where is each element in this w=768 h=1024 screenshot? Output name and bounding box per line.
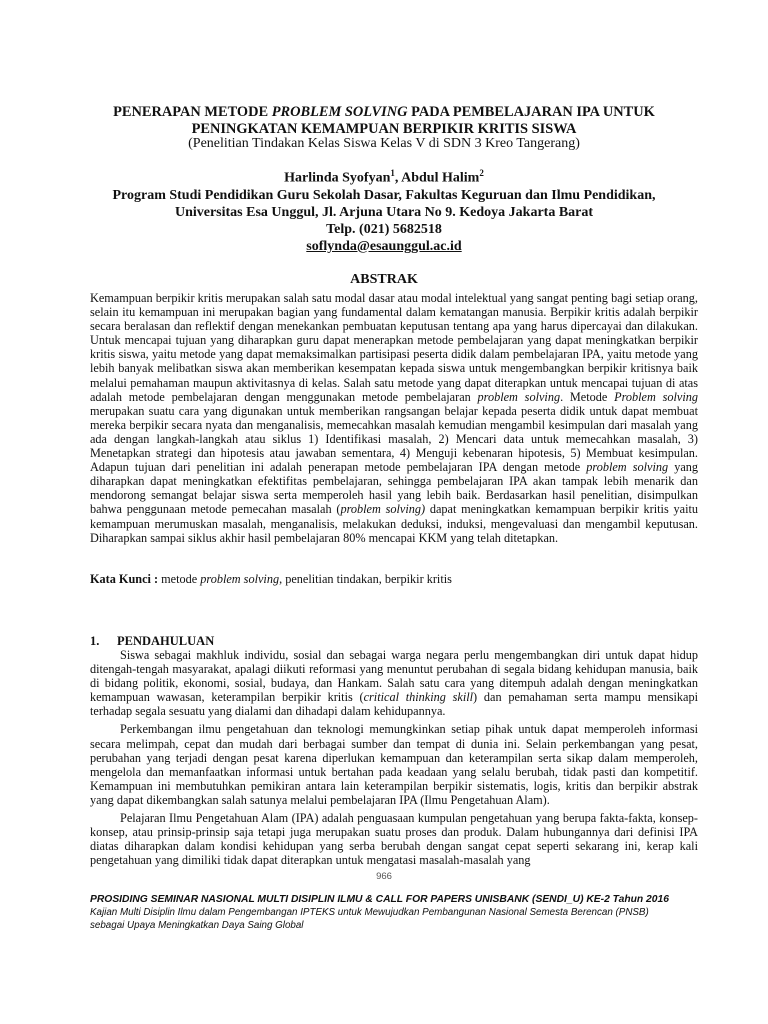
author-2: Abdul Halim bbox=[401, 170, 480, 186]
author-block bbox=[60, 165, 708, 255]
author-names bbox=[60, 165, 708, 187]
title-text: PENERAPAN METODE bbox=[113, 104, 272, 120]
affiliation-line-2: Universitas Esa Unggul, Jl. Arjuna Utara No 9. Kedoya Jakarta Barat bbox=[174, 204, 594, 220]
paper-title bbox=[60, 104, 708, 137]
abstract-body bbox=[90, 291, 698, 545]
paragraph-3: Pelajaran Ilmu Pengetahuan Alam (IPA) adalah penguasaan kumpulan pengetahuan yang berupa fakta-fakta, konsep-konsep, atau prinsip-prinsip saja tetapi juga merupakan suatu proses dan produk. Dalam hubungannya dari definisi IPA diatas diharapkan dalam kondisi kehidupan yang serba berubah dengan sangat cepat seperti sekarang ini, kerap kali pengetahuan yang dimiliki tidak dapat diterapkan untuk mengatasi masalah-masalah yang bbox=[90, 811, 698, 868]
title-italic: PROBLEM SOLVING bbox=[271, 104, 408, 120]
paper-subtitle: (Penelitian Tindakan Kelas Siswa Kelas V di SDN 3 Kreo Tangerang) bbox=[188, 136, 580, 151]
abstract-text: merupakan suatu cara yang digunakan untuk memberikan rangsangan belajar kepada peserta didik untuk dapat membuat mereka berpikir secara nyata dan menganalisis, memecahkan masalah kemudian mengambil kesimpulan dari masalah yang ada dengan langkah-langkah atau siklus 1) Identifikasi masalah, 2) Mencari data untuk memecahkan masalah, 3) Menetapkan strategi dan hipotesis atau jawaban sementara, 4) Menguji kebenaran hipotesis, 5) Membuat kesimpulan. Adapun tujuan dari penelitian ini adalah penerapan metode pembelajaran IPA dengan metode bbox=[90, 403, 698, 475]
paragraph-text: ) dan pemahaman serta mampu mensikapi terhadap segala sesuatu yang dialami dan dihadapi dalam kehidupannya. bbox=[90, 690, 698, 719]
phone: Telp. (021) 5682518 bbox=[326, 221, 442, 237]
keywords-text: , penelitian tindakan, berpikir kritis bbox=[279, 572, 452, 586]
author-separator: , bbox=[394, 170, 402, 186]
footer-line-2: Kajian Multi Disiplin Ilmu dalam Pengembangan IPTEKS untuk Mewujudkan Pembangunan Nasional Semesta Berencan (PNSB) bbox=[90, 907, 649, 918]
footer-line-3: sebagai Upaya Meningkatkan Daya Saing Global bbox=[90, 920, 304, 931]
author-1: Harlinda Syofyan bbox=[284, 170, 391, 186]
paragraph-2: Perkembangan ilmu pengetahuan dan teknologi memungkinkan setiap pihak untuk dapat memperoleh informasi secara melimpah, cepat dan mudah dari berbagai sumber dan tempat di dunia ini. Selain perkembangan yang pesat, perubahan yang terjadi dengan pesat karena diperlukan kemampuan dan keterampilan serta sikap dalam memperoleh, mengelola dan memanfaatkan informasi untuk bertahan pada keadaan yang selalu berubah, tidak pasti dan kompetitif. Kemampuan ini membutuhkan pemikiran antara lain keterampilan berpikir sistematis, logis, kritis dan berpikir abstrak yang dapat dikembangkan salah satunya melalui pembelajaran IPA (Ilmu Pengetahuan Alam). bbox=[90, 722, 698, 807]
keywords-label: Kata Kunci : bbox=[90, 572, 159, 586]
author-2-sup: 2 bbox=[479, 168, 484, 178]
keywords bbox=[90, 572, 698, 587]
section-number: 1. bbox=[90, 634, 100, 648]
abstract-italic: problem solving) bbox=[340, 502, 426, 517]
keywords-italic: problem solving bbox=[200, 572, 280, 586]
title-line-2: PENINGKATAN KEMAMPUAN BERPIKIR KRITIS SISWA bbox=[191, 120, 577, 137]
title-text: PADA PEMBELAJARAN IPA UNTUK bbox=[407, 104, 655, 120]
abstract-text: dapat meningkatkan kemampuan berpikir kritis yaitu kemampuan merumuskan masalah, menganalisis, melakukan deduksi, induksi, mengevaluasi dan mengambil keputusan. Diharapkan sampai siklus akhir hasil pembelajaran 80% mencapai KKM yang telah ditetapkan. bbox=[90, 502, 698, 545]
paragraph-italic: critical thinking skill bbox=[363, 690, 474, 705]
section-title: PENDAHULUAN bbox=[117, 634, 215, 648]
paragraph-text: Siswa sebagai makhluk individu, sosial dan sebagai warga negara perlu mengembangkan diri untuk dapat hidup ditengah-tengah masyarakat, apalagi diikuti reformasi yang menuntut perubahan di segala bidang kehidupan manusia, baik di bidang politik, ekonomi, sosial, budaya, dan Hankam. Salah satu cara yang ditempuh adalah dengan meningkatkan kemampuan wawasan, keterampilan berpikir kritis ( bbox=[90, 648, 698, 705]
footer-line-1: PROSIDING SEMINAR NASIONAL MULTI DISIPLIN ILMU & CALL FOR PAPERS UNISBANK (SENDI_U) KE-2 Tahun 2016 bbox=[90, 894, 669, 905]
section-body bbox=[90, 648, 698, 871]
abstract-text: . Metode bbox=[560, 389, 615, 404]
paragraph-1 bbox=[90, 648, 698, 718]
abstract-italic: problem solving bbox=[586, 460, 669, 475]
affiliation-line-1: Program Studi Pendidikan Guru Sekolah Dasar, Fakultas Keguruan dan Ilmu Pendidikan, bbox=[112, 187, 656, 203]
abstract-italic: problem solving bbox=[477, 389, 561, 404]
section-heading bbox=[90, 634, 214, 649]
keywords-text: metode bbox=[158, 572, 201, 586]
author-1-sup: 1 bbox=[390, 168, 395, 178]
abstract-italic: Problem solving bbox=[614, 389, 699, 404]
email-link[interactable]: soflynda@esaunggul.ac.id bbox=[306, 238, 462, 254]
page-footer bbox=[90, 893, 730, 932]
page-number: 966 bbox=[376, 871, 392, 882]
abstract-text: yang diharapkan dapat meningkatkan efektifitas pembelajaran, sehingga pembelajaran IPA akan tampak lebih menarik dan mendorong semangat belajar siswa serta memperoleh hasil yang lebih baik. Berdasarkan hasil penelitian, disimpulkan bahwa penggunaan metode pemecahan masalah ( bbox=[90, 460, 699, 517]
title-line-1 bbox=[60, 104, 708, 121]
abstract-text: Kemampuan berpikir kritis merupakan salah satu modal dasar atau modal intelektual yang sangat penting bagi setiap orang, selain itu kemampuan ini merupakan bagian yang fundamental dalam kematangan manusia. Berpikir kritis adalah berpikir secara beralasan dan reflektif dengan menekankan pembuatan keputusan tentang apa yang harus dipercayai dan dilakukan. Untuk mencapai tujuan yang diharapkan guru dapat menerapkan metode pembelajaran yang dapat meningkatkan berpikir kritis siswa, yaitu metode yang dapat memaksimalkan partisipasi peserta didik dalam pembelajaran IPA, yaitu metode yang lebih banyak melibatkan siswa akan memberikan kesempatan kepada siswa untuk mengembangkan berpikir kritisnya baik melalui pemahaman maupun aktivitasnya di kelas. Salah satu metode yang dapat diterapkan untuk mencapai tujuan di atas adalah metode pembelajaran dengan menggunakan metode pembelajaran bbox=[90, 291, 698, 404]
abstract-heading: ABSTRAK bbox=[350, 272, 418, 287]
